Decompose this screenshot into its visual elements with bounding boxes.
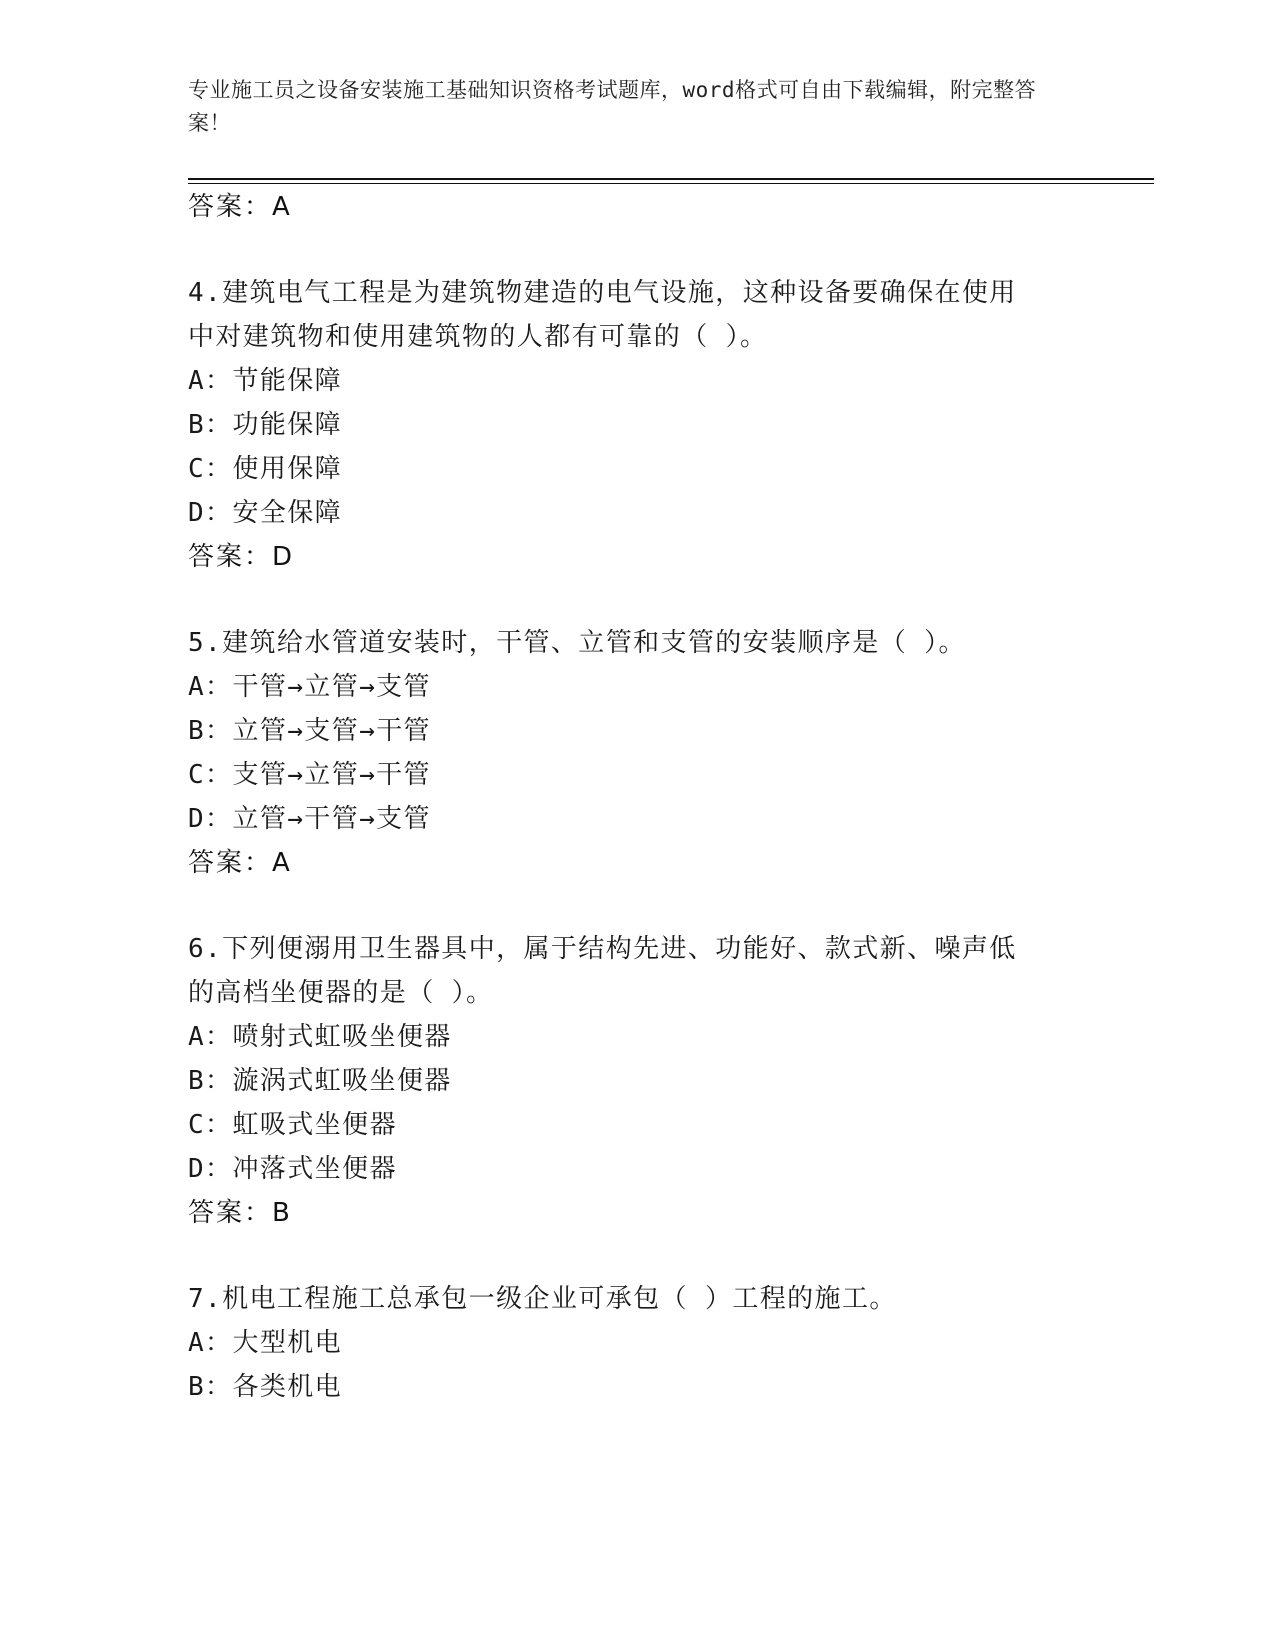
question-7-line-1: 7.机电工程施工总承包一级企业可承包（ ）工程的施工。 xyxy=(188,1284,897,1314)
answer-value: A xyxy=(272,848,290,878)
question-5-option-d: D：立管→干管→支管 xyxy=(188,804,431,834)
question-4-option-a: A：节能保障 xyxy=(188,366,343,396)
question-6-option-c: C：虹吸式坐便器 xyxy=(188,1110,397,1140)
question-6-line-1: 6.下列便溺用卫生器具中，属于结构先进、功能好、款式新、噪声低 xyxy=(188,934,1017,964)
question-4-option-b: B：功能保障 xyxy=(188,410,343,440)
question-4-option-c: C：使用保障 xyxy=(188,454,343,484)
header-rule-thick xyxy=(188,178,1154,180)
question-4-line-2: 中对建筑物和使用建筑物的人都有可靠的（ ）。 xyxy=(188,322,768,352)
question-6-option-d: D：冲落式坐便器 xyxy=(188,1154,397,1184)
answer-value: B xyxy=(272,1198,290,1228)
answer-q4 xyxy=(188,536,292,573)
answer-label: 答案： xyxy=(188,848,273,878)
answer-q3 xyxy=(188,186,290,223)
answer-value: D xyxy=(272,542,293,572)
answer-value: A xyxy=(272,192,290,222)
question-7-option-b: B：各类机电 xyxy=(188,1372,343,1402)
answer-label: 答案： xyxy=(188,1198,273,1228)
question-5-option-b: B：立管→支管→干管 xyxy=(188,716,431,746)
answer-label: 答案： xyxy=(188,542,273,572)
answer-label: 答案： xyxy=(188,192,273,222)
document-header: 专业施工员之设备安装施工基础知识资格考试题库，word格式可自由下载编辑，附完整答案！ xyxy=(188,78,1037,135)
question-6-option-a: A：喷射式虹吸坐便器 xyxy=(188,1022,452,1052)
question-5-line-1: 5.建筑给水管道安装时，干管、立管和支管的安装顺序是（ ）。 xyxy=(188,628,966,658)
question-6-line-2: 的高档坐便器的是（ ）。 xyxy=(188,978,494,1008)
question-4-option-d: D：安全保障 xyxy=(188,498,343,528)
answer-q5 xyxy=(188,842,290,879)
question-6-option-b: B：漩涡式虹吸坐便器 xyxy=(188,1066,452,1096)
question-5-option-a: A：干管→立管→支管 xyxy=(188,672,431,702)
question-4-line-1: 4.建筑电气工程是为建筑物建造的电气设施，这种设备要确保在使用 xyxy=(188,278,1017,308)
answer-q6 xyxy=(188,1192,290,1229)
header-rule-thin xyxy=(188,183,1154,184)
question-7-option-a: A：大型机电 xyxy=(188,1328,343,1358)
question-5-option-c: C：支管→立管→干管 xyxy=(188,760,431,790)
